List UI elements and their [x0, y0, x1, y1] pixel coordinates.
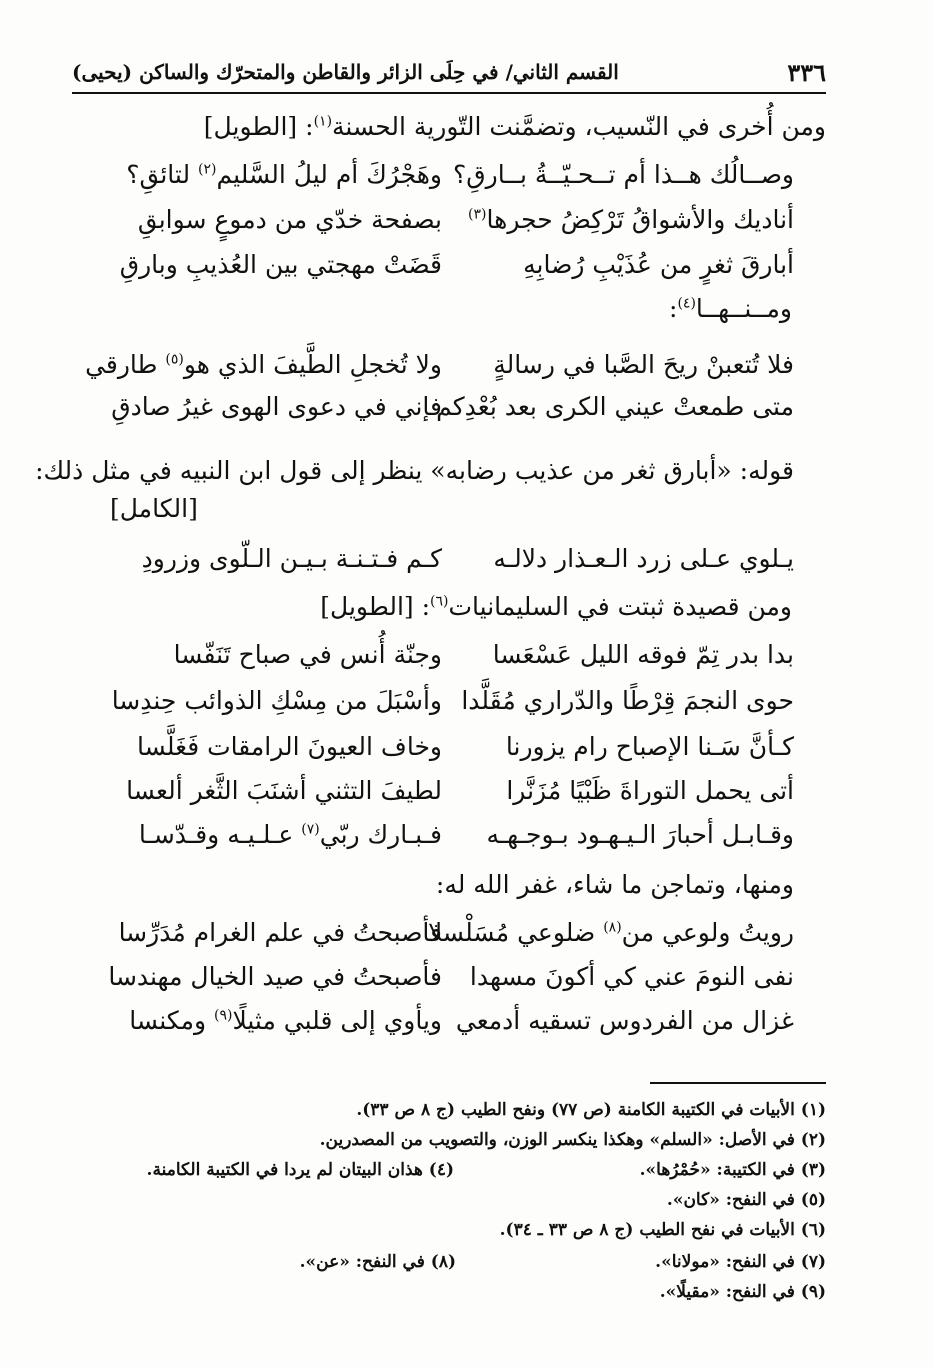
verse-line [0, 732, 934, 772]
footnote: (٩) في النفح: «مقيلًا». [659, 1282, 826, 1302]
meter-label: : [الطويل] [320, 592, 431, 621]
second-hemistich: كـم فـتـنـة بـيـن الـلّوى وزرودِ [141, 544, 442, 573]
footnote: (٦) الأبيات في نفح الطيب (ج ٨ ص ٣٣ ـ ٣٤). [499, 1220, 826, 1240]
first-hemistich: أبارقَ ثغرٍ من عُذَيْبِ رُضابِهِ [523, 250, 794, 279]
first-hemistich [428, 918, 794, 947]
hemistich-text: ويأوي إلى قلبي مثيلًا [232, 1006, 442, 1035]
intro-text: ومن قصيدة ثبتت في السليمانيات [448, 592, 792, 621]
minha-text: ومــنــهــا [695, 294, 792, 323]
meter-label: : [الطويل] [203, 112, 314, 141]
colon: : [669, 294, 678, 323]
verse-line [0, 1006, 934, 1046]
verse-line [0, 205, 934, 245]
verse-line [0, 962, 934, 1002]
first-hemistich: فلا تُتعبنْ ريحَ الصَّبا في رسالةٍ [493, 350, 794, 379]
intro-text: ومن أُخرى في النّسيب، وتضمَّنت التّورية الحسنة [332, 112, 826, 141]
footnote: (٢) في الأصل: «السلم» وهكذا ينكسر الوزن، والتصويب من المصدرين. [319, 1130, 826, 1150]
first-hemistich: يـلوي عـلى زرد الـعـذار دلالـه [493, 544, 794, 573]
hemistich-text: ضلوعي مُسَلْسلا [427, 918, 604, 947]
footnote-ref: (٥) [165, 351, 184, 368]
footnote: (٧) في النفح: «مولانا». [655, 1252, 826, 1272]
footnote-ref: (٩) [213, 1007, 233, 1024]
verse-line [0, 776, 934, 816]
hemistich-text: ولا تُخجلِ الطَّيفَ الذي هو [183, 350, 442, 379]
footnote-ref: (٦) [430, 593, 449, 610]
hemistich-text: عـلـيـه وقـدّسـا [138, 820, 302, 849]
verse-line [0, 392, 934, 432]
footnote: (٨) في النفح: «عن». [299, 1252, 456, 1272]
first-hemistich: وقـابـل أحبارَ الـيـهـود بـوجـهـه [486, 820, 794, 849]
second-hemistich: بصفحة خدّي من دموعٍ سوابقِ [137, 205, 442, 234]
second-hemistich: قَضَتْ مهجتي بين العُذيبِ وبارقِ [119, 250, 442, 279]
meter-label: [الكامل] [110, 494, 198, 523]
minha-line [669, 294, 792, 323]
footnote-ref: (٤) [677, 295, 696, 312]
footnote-ref: (٣) [468, 206, 487, 223]
footnote: (٤) هذان البيتان لم يردا في الكتيبة الكامنة. [146, 1160, 454, 1180]
footnote-ref: (٨) [603, 919, 622, 936]
second-hemistich: وجنّة أُنس في صباح تَنَفّسا [173, 640, 442, 669]
footnote: (١) الأبيات في الكتيبة الكامنة (ص ٧٧) ونفح الطيب (ج ٨ ص ٣٣). [356, 1100, 826, 1120]
commentary-line: قوله: «أبارق ثغر من عذيب رضابه» ينظر إلى قول ابن النبيه في مثل ذلك: [35, 456, 794, 485]
first-hemistich: غزال من الفردوس تسقيه أدمعي [455, 1006, 794, 1035]
hemistich-text: رويتُ ولوعي من [621, 918, 794, 947]
second-hemistich [129, 1006, 442, 1035]
hemistich-text: طارقي [85, 350, 166, 379]
page-number: ٣٣٦ [787, 58, 826, 87]
second-hemistich: لطيفَ التثني أشنَبَ الثَّغر ألعسا [126, 776, 442, 805]
first-hemistich: وصــالُك هــذا أم تــحـيّــةُ بــارقِ؟ [453, 160, 794, 189]
verse-line [0, 544, 934, 584]
intro-line [320, 592, 792, 621]
hemistich-text: أناديك والأشواقُ تَرْكِضُ حجرها [486, 205, 794, 234]
hemistich-text: وهَجْرُكَ أم ليلُ السَّليم [216, 160, 442, 189]
running-header [72, 58, 826, 94]
first-hemistich: بدا بدر تِمّ فوقه الليل عَسْعَسا [492, 640, 794, 669]
second-hemistich: فأصبحتُ في صيد الخيال مهندسا [108, 962, 442, 991]
intro-line [204, 112, 826, 141]
hemistich-text: لتائقِ؟ [126, 160, 199, 189]
verse-line [0, 160, 934, 200]
second-hemistich: فإني في دعوى الهوى غيرُ صادقِ [111, 392, 442, 421]
footnote-divider [650, 1082, 826, 1084]
first-hemistich: كـأنَّ سَـنا الإصباح رام يزورنا [505, 732, 794, 761]
footnote: (٣) في الكتيبة: «حُمْرُها». [639, 1160, 826, 1180]
second-hemistich [139, 820, 442, 849]
verse-line [0, 250, 934, 290]
hemistich-text: ومكنسا [129, 1006, 214, 1035]
first-hemistich: نفى النومَ عني كي أكونَ مسهدا [469, 962, 794, 991]
verse-line [0, 686, 934, 726]
verse-line [0, 640, 934, 680]
verse-line [0, 918, 934, 958]
intro-line: ومنها، وتماجن ما شاء، غفر الله له: [435, 870, 794, 899]
first-hemistich: أتى يحمل التوراةَ ظَبْيًا مُزَنَّرا [506, 776, 794, 805]
verse-line [0, 820, 934, 860]
first-hemistich [468, 205, 794, 234]
footnote: (٥) في النفح: «كان». [666, 1190, 826, 1210]
footnote-ref: (٢) [198, 161, 217, 178]
second-hemistich [85, 350, 442, 379]
first-hemistich: متى طمعتْ عيني الكرى بعد بُعْدِكم [436, 392, 794, 421]
second-hemistich: وخاف العيونَ الرامقات فَغَلَّسا [136, 732, 442, 761]
second-hemistich: فأصبحتُ في علم الغرام مُدَرِّسا [118, 918, 442, 947]
second-hemistich [126, 160, 442, 189]
verse-line [0, 350, 934, 390]
footnote-ref: (١) [313, 113, 333, 130]
hemistich-text: فـبـارك ربّي [319, 820, 442, 849]
second-hemistich: وأسْبَلَ من مِسْكِ الذوائب حِندِسا [111, 686, 442, 715]
first-hemistich: حوى النجمَ قِرْطًا والدّراري مُقَلَّدا [461, 686, 794, 715]
header-title: القسم الثاني/ في حِلَى الزائر والقاطن والمتحرّك والساكن (يحيى) [72, 60, 619, 84]
footnote-ref: (٧) [301, 821, 320, 838]
